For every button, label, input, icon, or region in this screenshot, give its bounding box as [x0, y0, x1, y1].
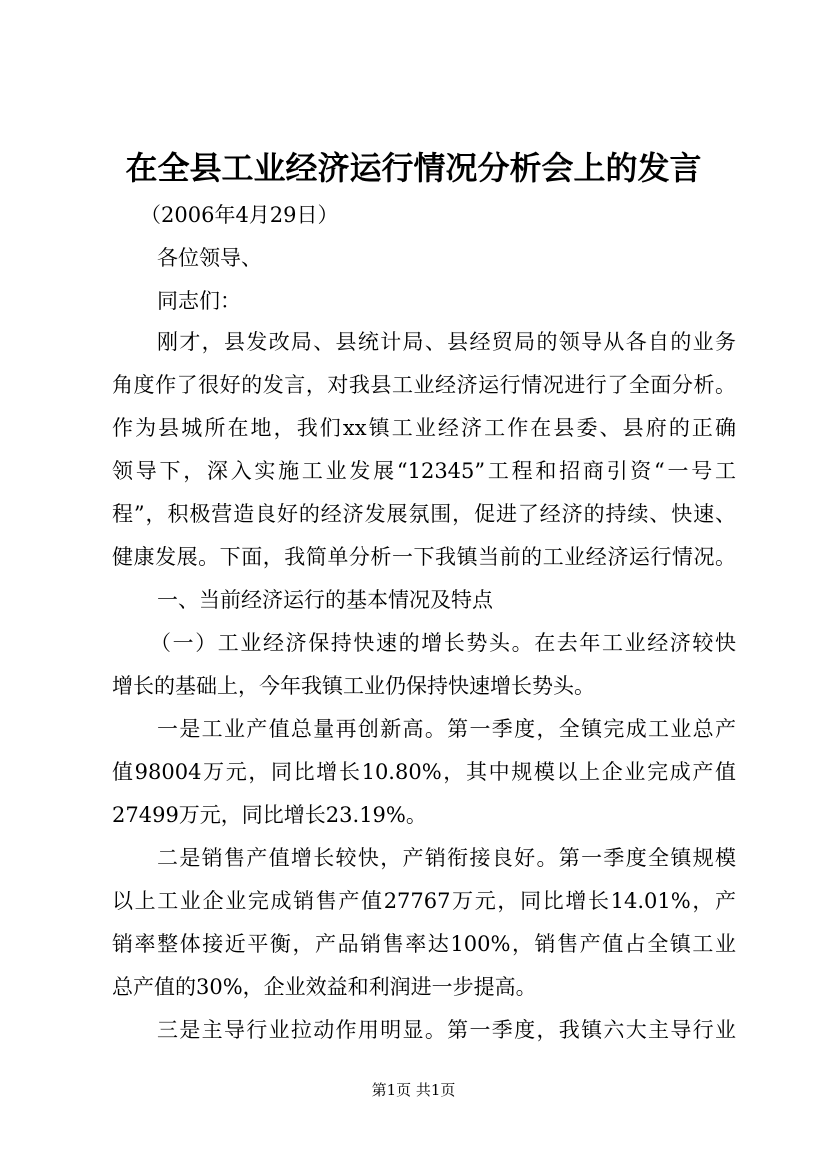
salutation-comrades: 同志们： — [157, 289, 241, 313]
paragraph-line: 增长的基础上，今年我镇工业仍保持快速增长势头。 — [112, 674, 595, 698]
paragraph-line: 27499万元，同比增长23.19%。 — [112, 803, 427, 827]
paragraph-line: 三是主导行业拉动作用明显。第一季度，我镇六大主导行业 — [157, 1018, 736, 1042]
document-title: 在全县工业经济运行情况分析会上的发言 — [125, 149, 702, 187]
paragraph-line: 作为县城所在地，我们xx镇工业经济工作在县委、县府的正确 — [112, 416, 736, 440]
paragraph-line: 二是销售产值增长较快，产销衔接良好。第一季度全镇规模 — [157, 846, 736, 870]
salutation-leaders: 各位领导、 — [157, 246, 262, 270]
paragraph-line: 领导下，深入实施工业发展“12345”工程和招商引资“一号工 — [112, 459, 736, 483]
paragraph-line: 一是工业产值总量再创新高。第一季度，全镇完成工业总产 — [157, 717, 736, 741]
paragraph-line: 程”，积极营造良好的经济发展氛围，促进了经济的持续、快速、 — [112, 502, 736, 526]
page-footer: 第1页 共1页 — [371, 1081, 456, 1099]
paragraph-line: 销率整体接近平衡，产品销售率达100%，销售产值占全镇工业 — [112, 932, 736, 956]
date-line: （2006年4月29日） — [140, 203, 339, 227]
section-heading: 一、当前经济运行的基本情况及特点 — [157, 588, 493, 612]
paragraph-line: （一）工业经济保持快速的增长势头。在去年工业经济较快 — [150, 631, 736, 655]
paragraph-line: 总产值的30%，企业效益和利润进一步提高。 — [112, 975, 537, 999]
paragraph-line: 以上工业企业完成销售产值27767万元，同比增长14.01%，产 — [112, 889, 736, 913]
paragraph-line: 值98004万元，同比增长10.80%，其中规模以上企业完成产值 — [112, 760, 736, 784]
paragraph-line: 刚才，县发改局、县统计局、县经贸局的领导从各自的业务 — [157, 330, 736, 354]
paragraph-line: 角度作了很好的发言，对我县工业经济运行情况进行了全面分析。 — [112, 373, 736, 397]
paragraph-line: 健康发展。下面，我简单分析一下我镇当前的工业经济运行情况。 — [112, 545, 736, 569]
